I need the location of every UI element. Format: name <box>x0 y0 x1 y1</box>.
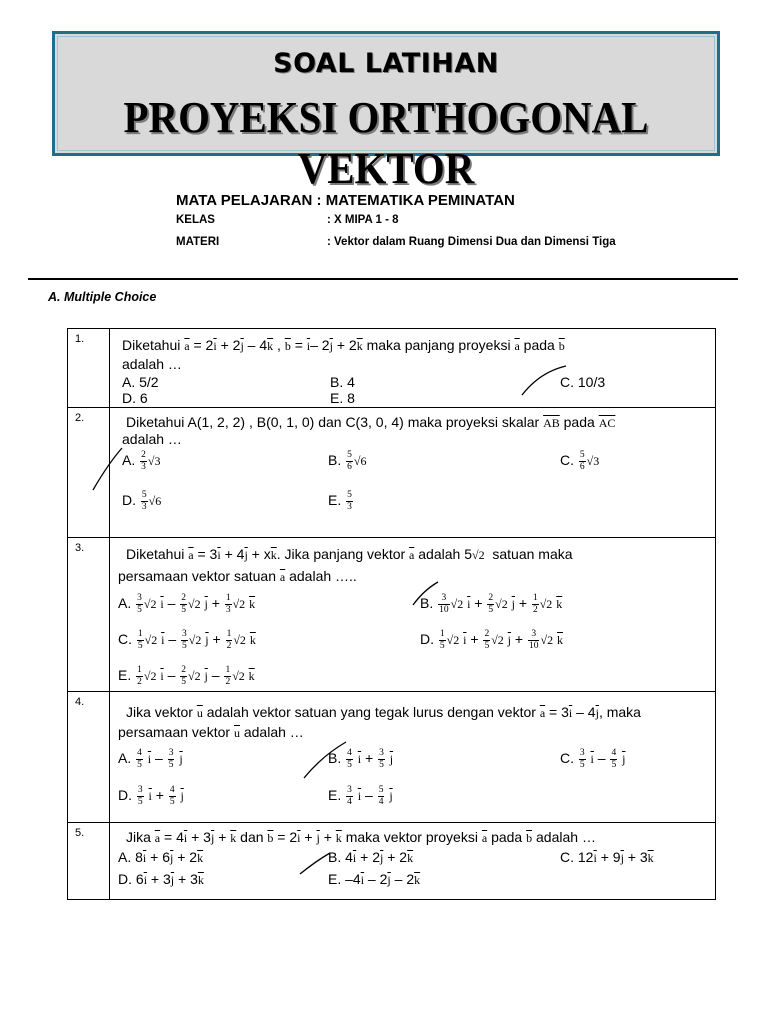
option-e[interactable]: E. $\frac{5}{3}$ <box>328 490 352 512</box>
option-a[interactable]: A. $8\overline{i} + 6\overline{j} + 2\overline{k}$ <box>118 849 204 865</box>
question-row-1 <box>68 329 716 408</box>
material-row <box>176 236 736 258</box>
class-row <box>176 214 736 236</box>
q4-text-intro: Jika vektor <box>126 704 193 720</box>
question-number: 1. <box>68 329 110 408</box>
banner-title: PROYEKSI ORTHOGONAL VEKTOR <box>123 93 649 193</box>
q3-text-intro: Diketahui <box>126 546 185 562</box>
question-text: Diketahui $\overline{a} = 3\overline{i} + 4\overline{j} + x\overline{k}$. Jika panjang vektor $\overline{a}$ adalah 5√2 satuan maka <box>126 546 573 562</box>
q3-text-mid: . Jika panjang vektor <box>276 546 406 562</box>
question-text-cont: persamaan vektor $\overline{u}$ adalah … <box>118 724 304 740</box>
q4-text-mid: adalah vektor satuan yang tegak lurus dengan vektor <box>206 704 536 720</box>
question-row-2 <box>68 408 716 538</box>
option-b[interactable]: B. $\frac{4}{5}$ $\overline{i}$ + $\frac{3}{5}$ $\overline{j}$ <box>328 748 394 770</box>
title-banner <box>52 31 720 193</box>
option-c[interactable]: C. $\frac{1}{5}$ √2 $\overline{i}$ – $\frac{3}{5}$ √2 $\overline{j}$ + $\frac{1}{2}$ √2 $\overline{k}$ <box>118 629 256 651</box>
question-text: Jika $\overline{a} = 4\overline{i} + 3\overline{j} + \overline{k}$ dan $\overline{b} = 2\overline{i} + \overline{j} + \overline{k}$ maka vektor proyeksi $\overline{a}$ pada $\overline{b}$ adalah … <box>126 829 596 845</box>
section-heading: A. Multiple Choice <box>48 290 157 304</box>
q3-text-len: adalah 5 <box>418 546 472 562</box>
question-body <box>110 823 716 900</box>
option-a[interactable]: A. 5/2 <box>122 374 159 390</box>
q2-text-intro: Diketahui A(1, 2, 2) , B(0, 1, 0) dan C(3, 0, 4) maka proyeksi skalar <box>126 414 540 430</box>
subject-line: MATA PELAJARAN : MATEMATIKA PEMINATAN <box>176 192 515 209</box>
q3-text-end: satuan maka <box>492 546 573 562</box>
question-text: Diketahui A(1, 2, 2) , B(0, 1, 0) dan C(3, 0, 4) maka proyeksi skalar $\overline{AB}$ pada $\overline{AC}$ <box>126 414 616 430</box>
q1-text-intro: Diketahui <box>122 337 181 353</box>
option-a[interactable]: A. $\frac{3}{5}$ √2 $\overline{i}$ – $\frac{2}{5}$ √2 $\overline{j}$ + $\frac{1}{3}$ √2 $\overline{k}$ <box>118 593 256 615</box>
question-text: Diketahui $\overline{a} = 2\overline{i} + 2\overline{j} - 4\overline{k}$ , $\overline{b} = \overline{i}-$ $2\overline{j} + 2\overline{k}$ maka panjang proyeksi $\overline{a}$ pada $\overline{b}$ <box>122 337 565 353</box>
question-body <box>110 692 716 823</box>
q5-text-pada: pada <box>491 829 523 845</box>
question-number: 2. <box>68 408 110 538</box>
class-value: : X MIPA 1 - 8 <box>327 214 399 226</box>
question-text-cont: adalah … <box>122 356 182 372</box>
material-value: : Vektor dalam Ruang Dimensi Dua dan Dimensi Tiga <box>327 236 616 248</box>
banner-subtitle: SOAL LATIHAN <box>273 48 499 79</box>
option-b[interactable]: B. $4\overline{i} + 2\overline{j} + 2\overline{k}$ <box>328 849 414 865</box>
option-b[interactable]: B. $\frac{3}{10}$ √2 $\overline{i}$ + $\frac{2}{5}$ √2 $\overline{j}$ + $\frac{1}{2}$ √2 $\overline{k}$ <box>420 593 563 615</box>
option-d[interactable]: D. $\frac{5}{3}$ √6 <box>122 490 162 512</box>
question-number: 5. <box>68 823 110 900</box>
option-a[interactable]: A. $\frac{2}{3}$ √3 <box>122 450 161 472</box>
question-text-cont: adalah … <box>122 431 182 447</box>
q4-text-end: , maka <box>598 704 641 720</box>
q5-text-dan: dan <box>240 829 264 845</box>
question-number: 4. <box>68 692 110 823</box>
question-row-5 <box>68 823 716 900</box>
option-e[interactable]: E. 8 <box>330 390 355 406</box>
option-c[interactable]: C. 10/3 <box>560 374 606 390</box>
document-meta <box>176 192 736 258</box>
question-row-4 <box>68 692 716 823</box>
question-number: 3. <box>68 538 110 692</box>
option-e[interactable]: E. $\frac{1}{2}$ √2 $\overline{i}$ – $\frac{2}{5}$ √2 $\overline{j}$ – $\frac{1}{2}$ √2 $\overline{k}$ <box>118 665 255 687</box>
material-key: MATERI <box>176 236 220 248</box>
option-c[interactable]: C. $12\overline{i} + 9\overline{j} + 3\overline{k}$ <box>560 849 654 865</box>
option-d[interactable]: D. $6\overline{i} + 3\overline{j} + 3\overline{k}$ <box>118 871 204 887</box>
q1-text-mid: maka panjang proyeksi <box>366 337 511 353</box>
option-b[interactable]: B. 4 <box>330 374 355 390</box>
option-d[interactable]: D. $\frac{3}{5}$ $\overline{i}$ + $\frac{4}{5}$ $\overline{j}$ <box>118 785 184 807</box>
option-c[interactable]: C. $\frac{3}{5}$ $\overline{i}$ – $\frac{4}{5}$ $\overline{j}$ <box>560 748 626 770</box>
option-b[interactable]: B. $\frac{5}{6}$ √6 <box>328 450 367 472</box>
q4-text-cont1: persamaan vektor <box>118 724 231 740</box>
q4-text-cont2: adalah … <box>243 724 304 740</box>
option-a[interactable]: A. $\frac{4}{5}$ $\overline{i}$ – $\frac{3}{5}$ $\overline{j}$ <box>118 748 183 770</box>
q5-text-end: adalah … <box>536 829 596 845</box>
option-d[interactable]: D. $\frac{1}{5}$ √2 $\overline{i}$ + $\frac{2}{5}$ √2 $\overline{j}$ + $\frac{3}{10}$ √2 $\overline{k}$ <box>420 629 563 651</box>
q5-text-mid: maka vektor proyeksi <box>345 829 478 845</box>
question-body <box>110 538 716 692</box>
q1-text-pada: pada <box>523 337 555 353</box>
q2-text-pada: pada <box>563 414 595 430</box>
option-c[interactable]: C. $\frac{5}{6}$ √3 <box>560 450 600 472</box>
q3-text-cont1: persamaan vektor satuan <box>118 568 276 584</box>
option-e[interactable]: E. $\frac{3}{4}$ $\overline{i}$ – $\frac{5}{4}$ $\overline{j}$ <box>328 785 393 807</box>
q5-text-intro: Jika <box>126 829 151 845</box>
option-d[interactable]: D. 6 <box>122 390 148 406</box>
question-text-cont: persamaan vektor satuan $\overline{a}$ adalah ….. <box>118 568 357 584</box>
header-divider <box>28 278 738 280</box>
question-text: Jika vektor $\overline{u}$ adalah vektor satuan yang tegak lurus dengan vektor $\overline{a} = 3\overline{i} - 4\overline{j}$, maka <box>126 704 641 720</box>
option-e[interactable]: E. $-4\overline{i} - 2\overline{j} - 2\overline{k}$ <box>328 871 421 887</box>
question-body <box>110 329 716 408</box>
questions-table <box>67 328 716 900</box>
class-key: KELAS <box>176 214 215 226</box>
question-row-3 <box>68 538 716 692</box>
q3-text-cont2: adalah ….. <box>289 568 357 584</box>
question-body <box>110 408 716 538</box>
